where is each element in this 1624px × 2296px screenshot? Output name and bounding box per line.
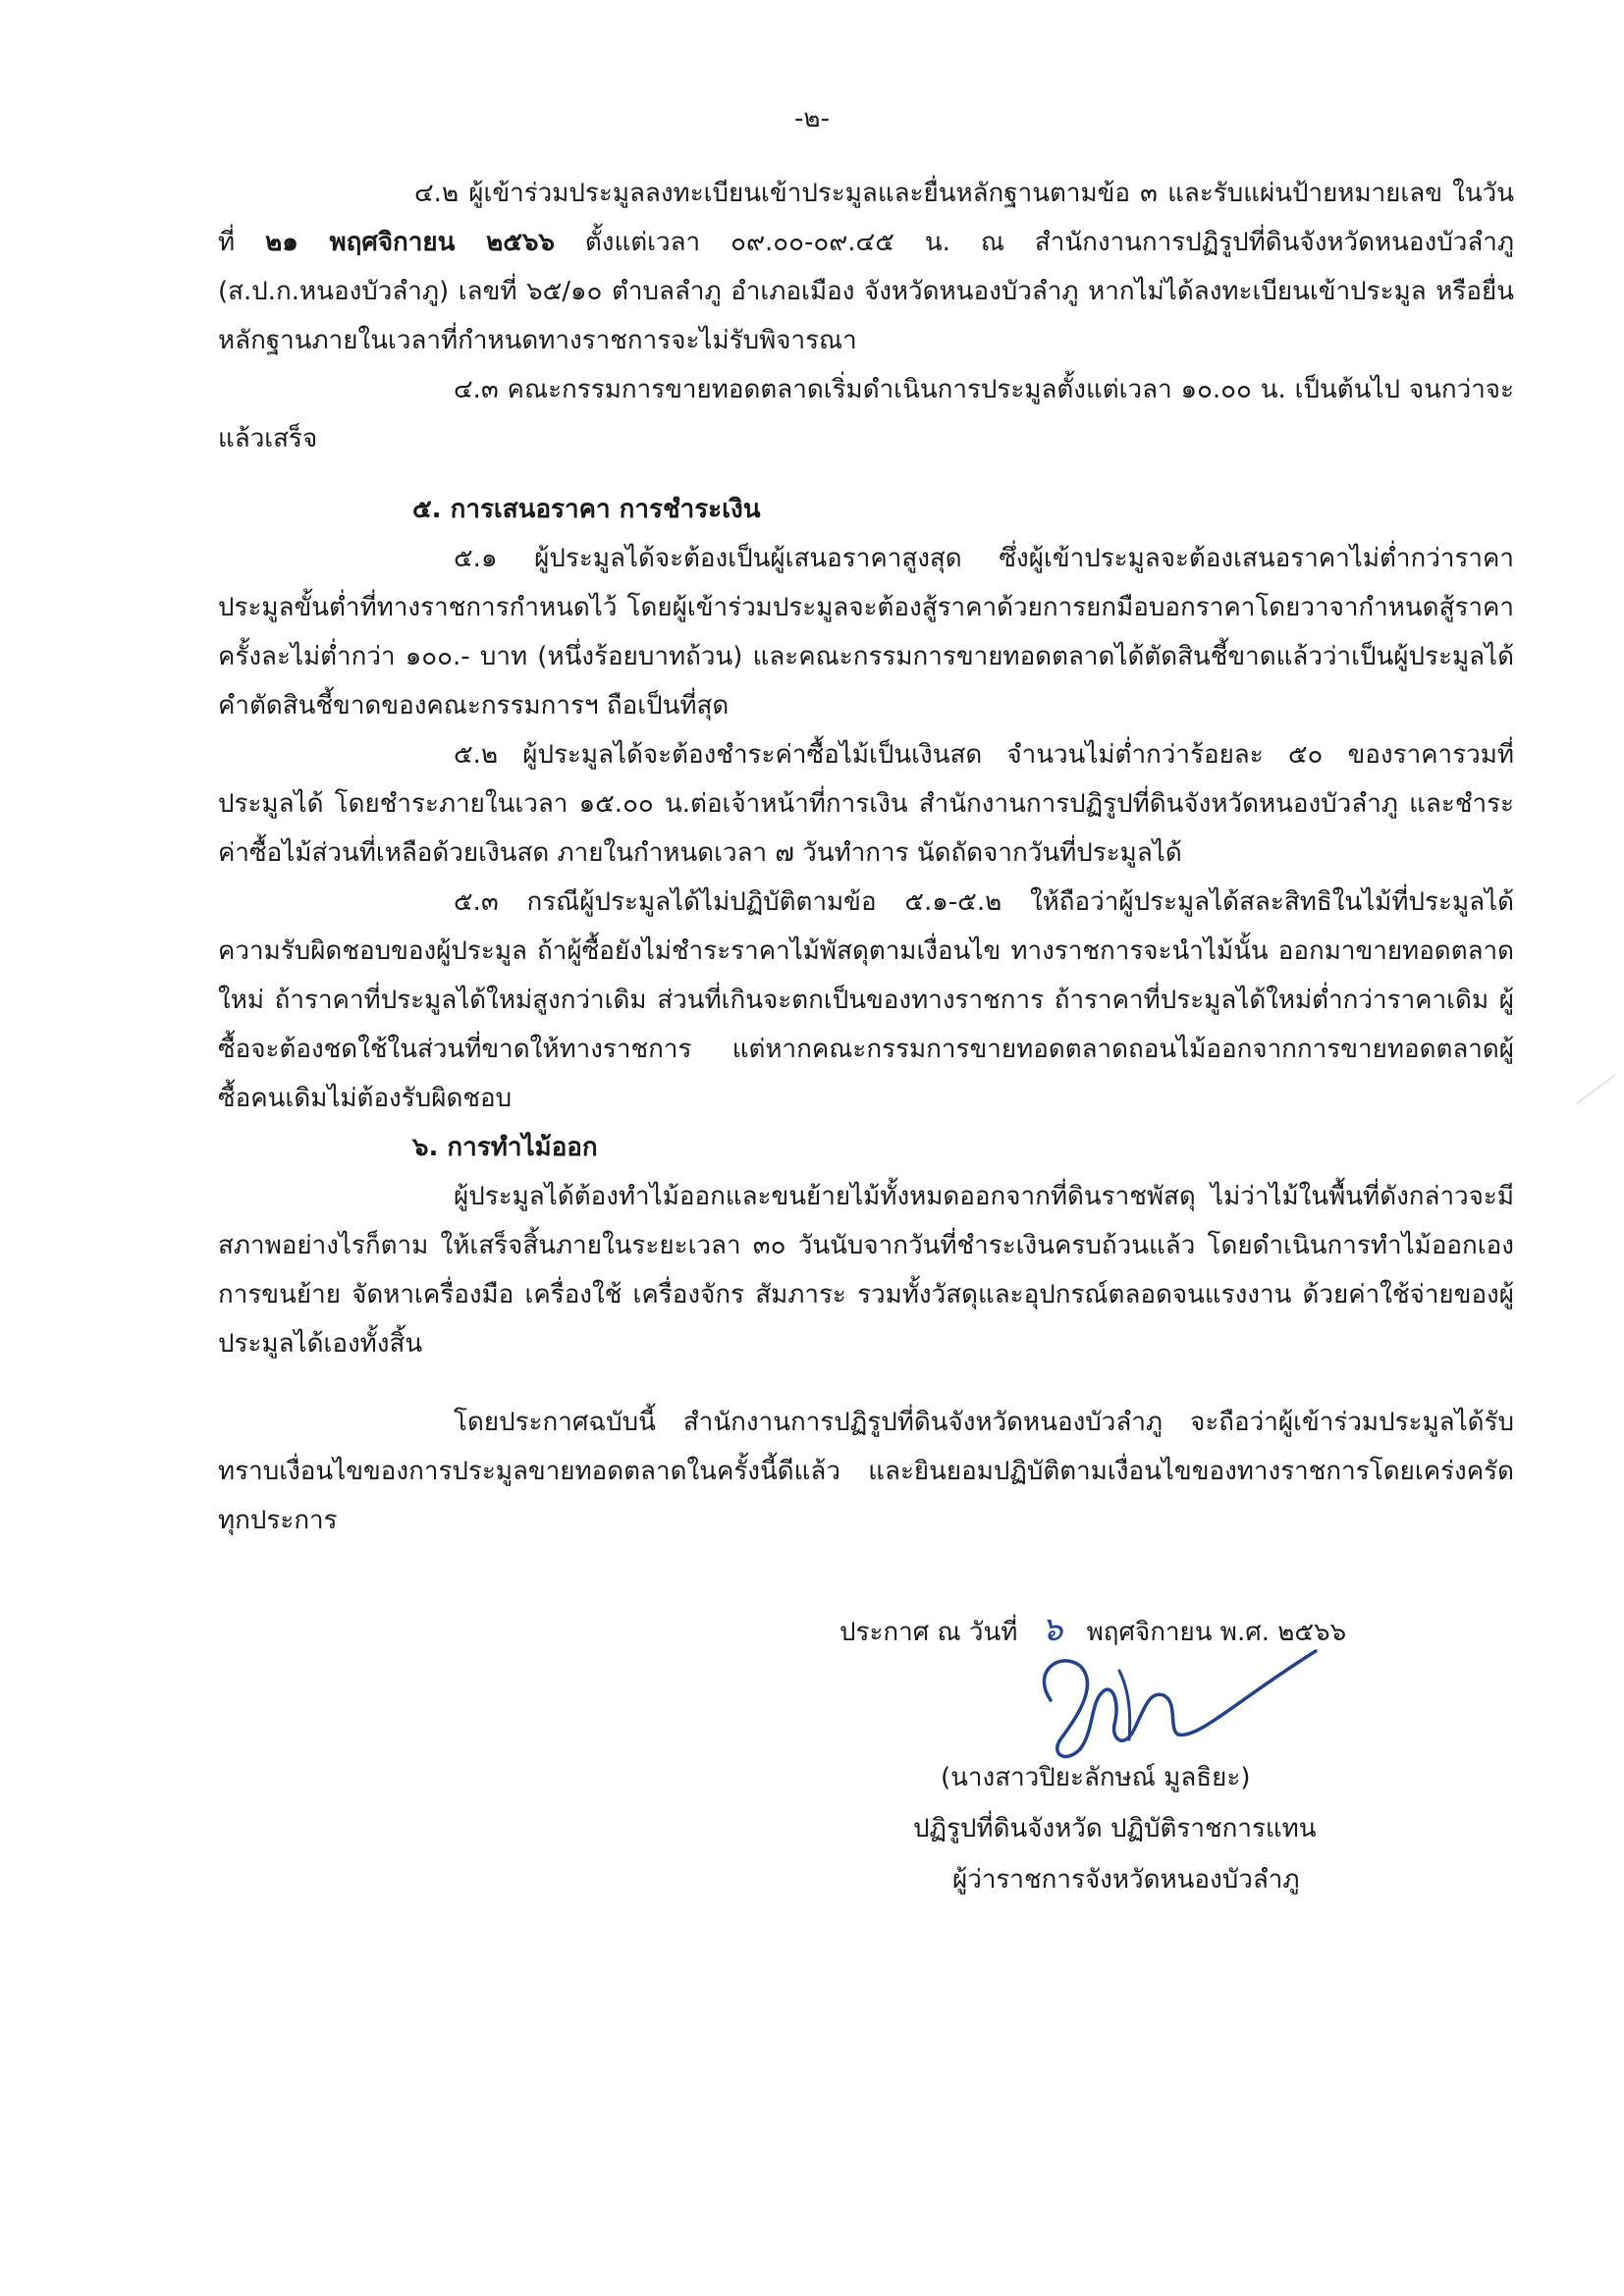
signature-block	[0, 1602, 1624, 2152]
clause-4-2	[218, 169, 1514, 365]
clause-4-2-text-a: ๔.๒ ผู้เข้าร่วมประมูลลงทะเบียนเข้าประมูลและยื่นหลักฐานตามข้อ ๓ และรับแผ่นป้ายหมายเลข ในวันที่	[218, 179, 1514, 257]
page-number: -๒-	[794, 104, 830, 133]
clause-5-1: ๕.๑ ผู้ประมูลได้จะต้องเป็นผู้เสนอราคาสูงสุด ซึ่งผู้เข้าประมูลจะต้องเสนอราคาไม่ต่ำกว่าราคาประมูลขั้นต่ำที่ทางราชการกำหนดไว้ โดยผู้เข้าร่วมประมูลจะต้องสู้ราคาด้วยการยกมือบอกราคาโดยวาจากำหนดสู้ราคาครั้งละไม่ต่ำกว่า ๑๐๐.- บาท (หนึ่งร้อยบาทถ้วน) และคณะกรรมการขายทอดตลาดได้ตัดสินชี้ขาดแล้วว่าเป็นผู้ประมูลได้ คำตัดสินชี้ขาดของคณะกรรมการฯ ถือเป็นที่สุด	[218, 544, 1514, 721]
spacer	[218, 463, 1514, 485]
section-6-paragraph: ผู้ประมูลได้ต้องทำไม้ออกและขนย้ายไม้ทั้งหมดออกจากที่ดินราชพัสดุ ไม่ว่าไม้ในพื้นที่ดังกล่าวจะมีสภาพอย่างไรก็ตาม ให้เสร็จสิ้นภายในระยะเวลา ๓๐ วันนับจากวันที่ชำระเงินครบถ้วนแล้ว โดยดำเนินการทำไม้ออกเอง การขนย้าย จัดหาเครื่องมือ เครื่องใช้ เครื่องจักร สัมภาระ รวมทั้งวัสดุและอุปกรณ์ตลอดจนแรงงาน ด้วยค่าใช้จ่ายของผู้ประมูลได้เองทั้งสิ้น	[218, 1182, 1514, 1359]
closing-paragraph: โดยประกาศฉบับนี้ สำนักงานการปฏิรูปที่ดินจังหวัดหนองบัวลำภู จะถือว่าผู้เข้าร่วมประมูลได้รับทราบเงื่อนไขของการประมูลขายทอดตลาดในครั้งนี้ดีแล้ว และยินยอมปฏิบัติตามเงื่อนไขของทางราชการโดยเคร่งครัดทุกประการ	[218, 1408, 1514, 1535]
clause-5-3: ๕.๓ กรณีผู้ประมูลได้ไม่ปฏิบัติตามข้อ ๕.๑-๕.๒ ให้ถือว่าผู้ประมูลได้สละสิทธิในไม้ที่ประมูลได้ ความรับผิดชอบของผู้ประมูล ถ้าผู้ซื้อยังไม่ชำระราคาไม้พัสดุตามเงื่อนไข ทางราชการจะนำไม้นั้น ออกมาขายทอดตลาดใหม่ ถ้าราคาที่ประมูลได้ใหม่สูงกว่าเดิม ส่วนที่เกินจะตกเป็นของทางราชการ ถ้าราคาที่ประมูลได้ใหม่ต่ำกว่าราคาเดิม ผู้ซื้อจะต้องชดใช้ในส่วนที่ขาดให้ทางราชการ แต่หากคณะกรรมการขายทอดตลาดถอนไม้ออกจากการขายทอดตลาดผู้ซื้อคนเดิมไม่ต้องรับผิดชอบ	[218, 887, 1514, 1113]
section-6-heading: ๖. การทำไม้ออก	[412, 1133, 598, 1162]
clause-4-2-date: ๒๑ พฤศจิกายน ๒๕๖๖	[265, 228, 555, 257]
clause-4-3: ๔.๓ คณะกรรมการขายทอดตลาดเริ่มดำเนินการประมูลตั้งแต่เวลา ๑๐.๐๐ น. เป็นต้นไป จนกว่าจะแล้วเสร็จ	[218, 375, 1514, 454]
signer-position-acting-for: ผู้ว่าราชการจังหวัดหนองบัวลำภู	[952, 1865, 1300, 1895]
document-body	[218, 169, 1514, 1545]
clause-4-2-text-b: ตั้งแต่เวลา ๐๙.๐๐-๐๙.๔๕ น. ณ สำนักงานการปฏิรูปที่ดินจังหวัดหนองบัวลำภู (ส.ป.ก.หนองบัวลำภู) เลขที่ ๖๕/๑๐ ตำบลลำภู อำเภอเมือง จังหวัดหนองบัวลำภู หากไม่ได้ลงทะเบียนเข้าประมูล หรือยื่นหลักฐานภายในเวลาที่กำหนดทางราชการจะไม่รับพิจารณา	[218, 228, 1515, 355]
handwritten-day: ๖	[1041, 1610, 1063, 1649]
announcement-month-year: พฤศจิกายน พ.ศ. ๒๕๖๖	[1086, 1618, 1347, 1647]
section-5-heading: ๕. การเสนอราคา การชำระเงิน	[412, 495, 761, 524]
clause-5-2: ๕.๒ ผู้ประมูลได้จะต้องชำระค่าซื้อไม้เป็นเงินสด จำนวนไม่ต่ำกว่าร้อยละ ๕๐ ของราคารวมที่ประมูลได้ โดยชำระภายในเวลา ๑๕.๐๐ น.ต่อเจ้าหน้าที่การเงิน สำนักงานการปฏิรูปที่ดินจังหวัดหนองบัวลำภู และชำระค่าซื้อไม้ส่วนที่เหลือด้วยเงินสด ภายในกำหนดเวลา ๗ วันทำการ นัดถัดจากวันที่ประมูลได้	[218, 740, 1514, 868]
paper-fold-mark	[1571, 1060, 1620, 1109]
announcement-prefix: ประกาศ ณ วันที่	[839, 1618, 1018, 1647]
signer-name: (นางสาวปิยะลักษณ์ มูลธิยะ)	[941, 1763, 1251, 1792]
spacer	[218, 1368, 1514, 1398]
signer-position: ปฏิรูปที่ดินจังหวัด ปฏิบัติราชการแทน	[913, 1814, 1317, 1843]
